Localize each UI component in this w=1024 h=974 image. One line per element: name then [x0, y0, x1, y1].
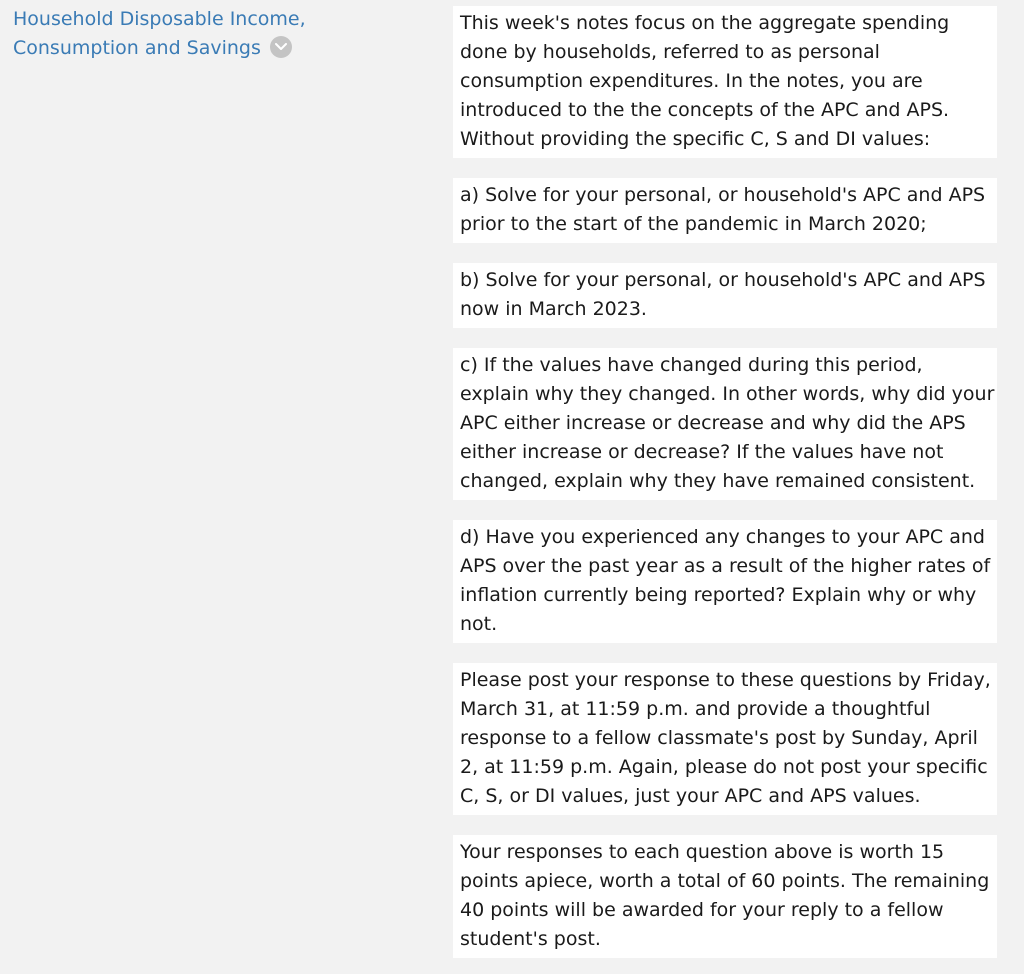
body-paragraph-question-a: a) Solve for your personal, or household's APC and APS prior to the start of the pandemic in March 2020; — [453, 178, 997, 243]
body-paragraph-question-d: d) Have you experienced any changes to your APC and APS over the past year as a result of the higher rates of inflation currently being reported? Explain why or why not. — [453, 520, 997, 643]
body-paragraph-question-c: c) If the values have changed during this period, explain why they changed. In other words, why did your APC either increase or decrease and why did the APS either increase or decrease? If the values have not changed, explain why they have remained consistent. — [453, 348, 997, 500]
body-paragraph-deadlines: Please post your response to these questions by Friday, March 31, at 11:59 p.m. and provide a thoughtful response to a fellow classmate's post by Sunday, April 2, at 11:59 p.m. Again, please do not post your specific C, S, or DI values, just your APC and APS values. — [453, 663, 997, 815]
body-paragraph-question-b: b) Solve for your personal, or household's APC and APS now in March 2023. — [453, 263, 997, 328]
body-paragraph-intro: This week's notes focus on the aggregate spending done by households, referred to as personal consumption expenditures. In the notes, you are introduced to the the concepts of the APC and APS. Without providing the specific C, S and DI values: — [453, 6, 997, 158]
body-paragraph-grading: Your responses to each question above is worth 15 points apiece, worth a total of 60 points. The remaining 40 points will be awarded for your reply to a fellow student's post. — [453, 835, 997, 958]
chevron-down-icon[interactable] — [270, 36, 292, 58]
topic-title — [13, 5, 333, 63]
topic-body — [453, 6, 997, 958]
topic-title-link[interactable]: Household Disposable Income, Consumption and Savings — [13, 8, 306, 59]
